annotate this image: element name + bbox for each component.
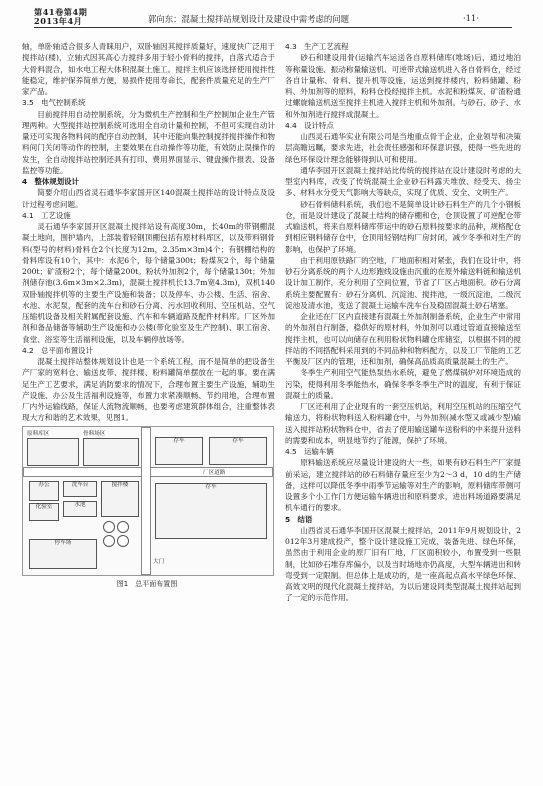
- paragraph: 砂石和建设用骨(运输汽车运送各自原料储库(堆场)后，通过地泊等称量设施、振动称量输送机、可逆带式输送机进入各自骨料仓，经过各自计量称、骨料、提升机等设施，运送到搅拌楼内，粉料储罐、粉料、外加剂等的原料，粉料仓投经搅拌主机。水泥和粉煤灰、矿渣粉通过螺旋输送机送至搅拌主机进入搅拌主机和外加剂。与砂石、砂子、水和外加剂进行搅拌成混凝土。: [285, 53, 521, 119]
- section-heading-5: 5 结语: [285, 514, 313, 524]
- office-block: 办公: [29, 481, 59, 501]
- paragraph: 轴，单卧轴适合很多人青睐用户，双卧轴因其搅拌质量好，速度快广泛用于搅拌站(楼)，立轴式因其高心力搅拌多用于轻小骨料的搅拌，自落式适合于大骨料混合，如水电工程大体积混凝土施工。搅拌主机应该选择使用搅拌性能稳定，维护保养简单方便，易损件使用寿命长，配套件质量充足的生产厂家产品。: [22, 42, 275, 96]
- section-heading-4: 4 整体规划设计: [22, 177, 79, 186]
- wash-block: 洗车台: [63, 481, 97, 497]
- lab-block: 化验室: [29, 503, 59, 521]
- storage-block: 存车: [155, 437, 203, 465]
- storage-block: 存车: [155, 483, 267, 539]
- paragraph: 简要介绍山西省灵石通华李家国开区140混凝土搅拌站的设计特点及设计过程考虑问题。: [22, 188, 275, 209]
- silo: [103, 521, 115, 533]
- paragraph: 混凝土搅拌站整体规划设计也是一个系统工程，而不是简单的把设备生产厂家的宽料仓、输送皮带、搅拌楼、粉料罐简单摆放在一起的事。要在满足生产工艺要求，满足消防要求的情况下，合理布置主要生产设施，辅助生产设施、办公及生活福利设施等，布置力求紧凑顺畅、节约用地，合理布置厂内外运输线路，保证人流物流顺畅，也要考虑建筑群体组合，注重整体表现大方和谐的艺术效果，见图1。: [22, 357, 275, 423]
- paragraph: 山西省灵石通华李国开区混凝土搅拌站，2011年9月规划设计，2012年3月建成投产，整个设计建设施工完成、装备先进、绿色环保，虽然由于利用企业的原厂旧有厂地，厂区面积较小，布置受到一些限制，比如砂石堆存库偏小，以及当时场地亦仍高度，大型车辆进出和转弯受到一定限制。但总体上是成功的，是一座高起点高水平绿色环保、高效文明的现代化混凝土搅拌站，为以后建设同类型混凝土搅拌站起到了一定的示范作用。: [285, 525, 521, 603]
- paragraph: 由于利用原铁路厂的空地，厂地面积相对紧张，我们在设计中，将砂石分离系统的两个人边形跑线设施由沉重的在原外输送料链和输送机设计加工制作，充分利用了空间位置，节省了厂区占地面积。砂石分离系统主要配置有：砂石分离机、沉淀池、搅拌池，一级沉淀池，二级沉淀池及清水池，变送了混凝土运输车洗车台及稳固混凝土砂石堵塞。: [285, 255, 521, 310]
- page-header: [0, 0, 543, 30]
- section-heading-4-4: 4.4 设计特点: [285, 120, 334, 130]
- figure-caption: 图1 总平面布置图: [116, 579, 178, 588]
- storage-block: 存车: [209, 437, 267, 465]
- pool-block: 水池: [63, 501, 97, 517]
- paragraph: 厂区还利用了企业现有的一套空压机站，利用空压机站的压缩空气输送力，将粉状物料送入粉料罐仓中，与外加剂(减水型又或减少型)输送入搅拌站粉状物料仓中，省去了使用输送罐车送粉料的中来提升送料的需要和成本，明显地节约了能源，保护了环境。: [285, 402, 521, 445]
- section-heading-4-2: 4.2 总平面布置设计: [22, 345, 93, 355]
- publication-date: 2013年4月: [34, 16, 83, 26]
- silo: [117, 521, 129, 533]
- road: [141, 427, 151, 575]
- aggregate-yard: [83, 438, 139, 466]
- journal-volume: [34, 8, 87, 26]
- figure-label: 原料库区: [27, 430, 50, 437]
- aggregate-shed: [27, 438, 79, 466]
- volume-issue: 第41卷第4期: [34, 7, 88, 17]
- section-heading-4-1: 4.1 工艺设施: [22, 210, 71, 220]
- running-title: 郭向东：混凝土搅拌站规划设计及建设中需考虑的问题: [148, 14, 349, 24]
- silo: [103, 535, 115, 547]
- paragraph: 冬季生产利用空气能热泵热水系统，避免了燃煤锅炉对环境造成的污染，使得利用冬季能热水，确保冬季冬季生产时的温度，有利于保证混凝土的质量。: [285, 368, 521, 400]
- right-column: [285, 41, 521, 604]
- figure-label: 厂区道路: [203, 469, 226, 476]
- section-heading-4-5: 4.5 运输车辆: [285, 447, 334, 456]
- silo: [117, 535, 129, 547]
- section-heading-3-5: 3.5 电气控制系统: [22, 98, 86, 108]
- header-rule: [34, 27, 512, 28]
- figure-label: 大门: [153, 558, 165, 565]
- paragraph: 灵石通华李家国开区混凝土搅拌站设有高度30m，长40m的带钢棚混凝土地向，围护墙内，上部装着轻钢顶棚包括有原材料库区，以及带料钢骨料(型号的材料)骨料仓2个(长度为12m，2.35m×3m)4个；有钢棚结构的骨料库设有10个，其中：水泥6个，每个储量300t；粉煤灰2个，每个储量200t；矿渣粉2个，每个储量200t。粉状外加剂2个，每个储量130t；外加剂储存池(3.6m×3m×2.3m)，混凝土搅拌机长13.7m宽4.3m)，双机140双卧轴搅拌机等的主要生产设施和装备；以及停车、办公楼、生活、宿舍、水池、水泥泵，配套的洗车台和砂石分离、污水回收利用、空压机站、空气压缩机设备及相关附属配套设施、汽车和车辆道路及配件材料库。厂区外加剂和备品储备等辅助生产设施和办公楼(带化验室及生产控制)、职工宿舍、食堂、浴室等生活福利设施，以及车辆停放场等。: [22, 222, 275, 344]
- paragraph: 砂石骨料储料系统，我们也不是简单设计砂石料生产的几个小钢板仓，而是设计建设了混凝土结构的储存棚和仓，仓顶设置了可逆配仓带式输送机，将来自原料储库带运中的砂石原料按要求的品种，规格配仓到相应钢料储存仓中，仓顶用轻钢结构厂房封闭，减少冬季和对生产的影响，也保护了环境。: [285, 199, 521, 254]
- left-column: [22, 41, 275, 590]
- paragraph: 原料输送系统应尽量设计建设的大一些，如果有砂石料生产厂家提前采运，建立搅拌站的砂石料储存量应至少为2～3 d，10 d的生产储备，这样可以降低冬季中雨季节运输等对生产的影响，原料储库带侧可设置多个小工作门方便运输车辆进出和原料要求，进出料场道路要满足机车通行的要求。: [285, 458, 521, 513]
- figure-label: 骨料场区: [83, 430, 106, 437]
- parking-block: 停车场: [29, 539, 97, 569]
- section-heading-4-3: 4.3 生产工艺流程: [285, 42, 349, 51]
- paragraph: 企业还在厂区内直接建有混凝土外加剂制备系统，企业生产中常用的外加剂自行制备，稳供好的原材料，外加剂可以通过管道直接输送至搅拌主机，也可以向储存在利用粉状物料罐仓库储室，以根据不同的搅拌站的不同搭配料采用到的不同品种和物料配方，以及工厂节能的工艺平衡及厂区内的管理，还和加剂，确保高品质高质量混凝土的生产。: [285, 312, 521, 366]
- paragraph: 山西灵石通华实业有限公司是当地重点骨干企业，企业领导和决策层高瞻远瞩，要求先进，社会责任感强和环保意识强，使得一些先进的绿色环保设计理念能够得到认可和使用。: [285, 132, 521, 164]
- paragraph: 目前搅拌用自动控制系统，分为微机生产控制和生产控制加企业生产管理两种。大型搅拌站控制系统可选用全自动计量和控制，不但可实现自动计量还可实现各物料间的配序自动控制，其中还能向集控制搅拌搅拌操作和物料间门关闭等动作的控制，主要效果在自动操作等功能，有效防止误操作的发生，全自动搅拌站控制还具有打印、费用界面显示、键盘操作报表、设备监控等功能。: [22, 109, 275, 175]
- paragraph: 通华李国开区混凝土搅拌站比传统的搅拌站在设计建设时考虑的大型室内料库，改变了传统混凝土企业砂石料露天堆放、经受天、扬尘多、材料水分受天气影响大等缺点，实现了优质、安全、文明生产。: [285, 165, 521, 198]
- site-plan-figure: [22, 426, 274, 576]
- plant-block: 搅拌楼: [101, 481, 139, 517]
- page-number: ·11·: [463, 13, 479, 23]
